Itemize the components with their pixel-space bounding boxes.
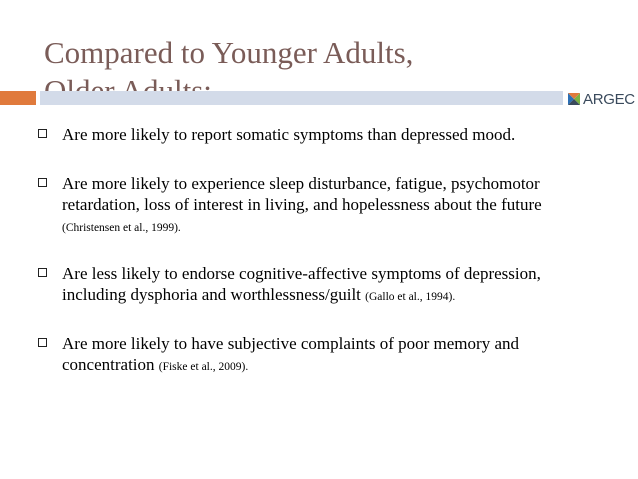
accent-bar-blue: [40, 91, 563, 105]
argec-logo: [566, 88, 638, 110]
list-item: [38, 124, 598, 145]
list-item: [38, 173, 598, 239]
accent-bar-orange: [0, 91, 36, 105]
checkbox-bullet-icon: [38, 178, 47, 187]
checkbox-bullet-icon: [38, 129, 47, 138]
bullet-citation: (Gallo et al., 1994).: [365, 291, 456, 303]
slide-title-line-1: Compared to Younger Adults,: [44, 34, 414, 70]
bullet-text: Are more likely to experience sleep disturbance, fatigue, psychomotor retardation, loss of interest in living, and hopelessness about the future: [62, 174, 542, 214]
bullet-list: [38, 124, 598, 378]
bullet-text: Are more likely to report somatic symptoms than depressed mood.: [62, 125, 516, 144]
list-item: [38, 263, 598, 308]
bullet-text: Are less likely to endorse cognitive-affective symptoms of depression, including dysphoria and worthlessness/guilt: [62, 264, 541, 304]
bullet-text: Are more likely to have subjective complaints of poor memory and concentration: [62, 334, 519, 374]
checkbox-bullet-icon: [38, 338, 47, 347]
logo-text: ARGEC: [583, 90, 635, 108]
checkbox-bullet-icon: [38, 268, 47, 277]
argec-logo-icon: [566, 91, 582, 107]
bullet-citation: (Christensen et al., 1999).: [62, 222, 181, 234]
bullet-citation: (Fiske et al., 2009).: [158, 361, 249, 373]
list-item: [38, 333, 598, 378]
